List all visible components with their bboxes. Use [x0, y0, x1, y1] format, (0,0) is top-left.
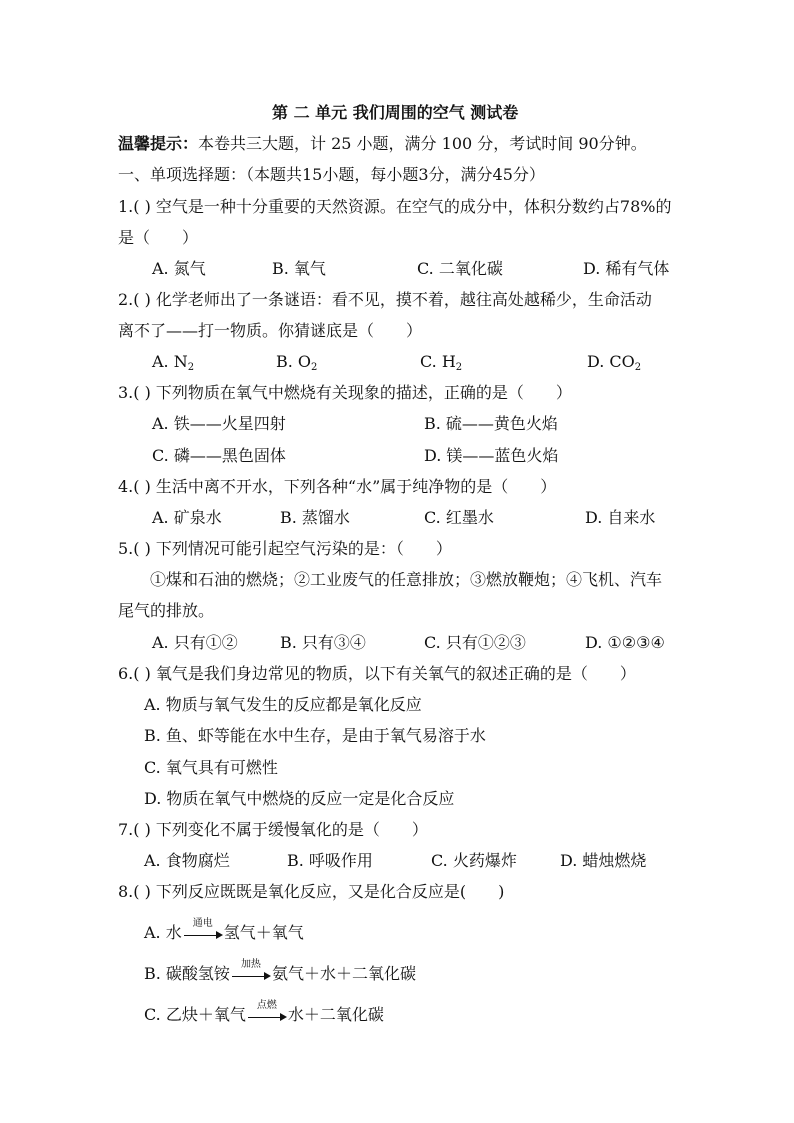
- q2-option-b-subscript: 2: [311, 362, 318, 373]
- q2-option-d[interactable]: [587, 352, 641, 372]
- q4-option-b[interactable]: B. 蒸馏水: [280, 508, 350, 527]
- q8-option-c-product: 水＋二氧化碳: [287, 1005, 384, 1024]
- q2-option-c-subscript: 2: [455, 362, 463, 373]
- q4-option-c[interactable]: C. 红墨水: [424, 508, 494, 527]
- question-8-stem: 8.( ) 下列反应既既是氧化反应，又是化合反应是( ): [118, 882, 505, 901]
- q2-option-c[interactable]: [420, 352, 462, 372]
- q8-option-a-reactant: A. 水: [144, 923, 182, 942]
- q3-option-c[interactable]: C. 磷——黑色固体: [152, 446, 286, 465]
- q5-option-a[interactable]: A. 只有①②: [152, 633, 238, 652]
- q7-option-d[interactable]: D. 蜡烛燃烧: [560, 851, 647, 870]
- question-5-statement-cont: 尾气的排放。: [118, 601, 215, 620]
- q8-option-c-reactant: C. 乙炔＋氧气: [144, 1005, 246, 1024]
- question-6-stem: 6.( ) 氧气是我们身边常见的物质，以下有关氧气的叙述正确的是（ ）: [118, 664, 636, 683]
- reaction-arrow: [182, 918, 224, 943]
- q1-option-c[interactable]: C. 二氧化碳: [417, 259, 503, 278]
- q4-option-a[interactable]: A. 矿泉水: [152, 508, 222, 527]
- q8-option-b[interactable]: [144, 959, 416, 984]
- reaction-arrow: [230, 959, 272, 984]
- question-5-statement: ①煤和石油的燃烧；②工业废气的任意排放；③燃放鞭炮；④飞机、汽车: [150, 570, 663, 589]
- q2-option-d-subscript: 2: [634, 362, 642, 373]
- q6-option-d[interactable]: D. 物质在氧气中燃烧的反应一定是化合反应: [144, 789, 455, 808]
- q8-option-b-product: 氨气＋水＋二氧化碳: [271, 964, 416, 983]
- q2-option-a-formula: A. N: [152, 352, 188, 371]
- tip-line: [118, 134, 647, 154]
- q6-option-c[interactable]: C. 氧气具有可燃性: [144, 758, 278, 777]
- question-3-stem: 3.( ) 下列物质在氧气中燃烧有关现象的描述，正确的是（ ）: [118, 383, 572, 402]
- q6-option-a[interactable]: A. 物质与氧气发生的反应都是氧化反应: [144, 695, 422, 714]
- q1-option-a[interactable]: A. 氮气: [152, 259, 206, 278]
- section-heading: 一、单项选择题：（本题共15小题，每小题3分，满分45分）: [118, 165, 545, 184]
- q6-option-b[interactable]: B. 鱼、虾等能在水中生存，是由于氧气易溶于水: [144, 726, 486, 745]
- q3-option-a[interactable]: A. 铁——火星四射: [152, 414, 286, 433]
- q8-option-b-reactant: B. 碳酸氢铵: [144, 964, 230, 983]
- q8-option-c[interactable]: [144, 1000, 384, 1025]
- tip-text: 本卷共三大题，计 25 小题，满分 100 分，考试时间 90分钟。: [198, 134, 647, 153]
- q2-option-b[interactable]: [276, 352, 317, 372]
- question-2-stem: 2.( ) 化学老师出了一条谜语：看不见，摸不着，越往高处越稀少，生命活动: [118, 290, 652, 309]
- q1-option-d[interactable]: D. 稀有气体: [583, 259, 670, 278]
- q4-option-d[interactable]: D. 自来水: [585, 508, 656, 527]
- question-1-stem: 1.( ) 空气是一种十分重要的天然资源。在空气的成分中，体积分数约占78%的: [118, 197, 672, 216]
- question-7-stem: 7.( ) 下列变化不属于缓慢氧化的是（ ）: [118, 820, 428, 839]
- q2-option-a-subscript: 2: [187, 362, 195, 373]
- q2-option-c-formula: C. H: [420, 352, 456, 371]
- page-title: 第 二 单元 我们周围的空气 测试卷: [272, 103, 519, 122]
- reaction-condition: 点燃: [256, 1000, 277, 1011]
- q2-option-d-formula: D. CO: [587, 352, 635, 371]
- q8-option-a[interactable]: [144, 918, 304, 943]
- q2-option-a[interactable]: [152, 352, 194, 372]
- q1-option-b[interactable]: B. 氧气: [272, 259, 326, 278]
- question-4-stem: 4.( ) 生活中离不开水，下列各种“水”属于纯净物的是（ ）: [118, 477, 557, 496]
- q8-option-a-product: 氢气＋氧气: [223, 923, 304, 942]
- q7-option-a[interactable]: A. 食物腐烂: [144, 851, 230, 870]
- reaction-arrow: [246, 1000, 288, 1025]
- q7-option-b[interactable]: B. 呼吸作用: [287, 851, 373, 870]
- q5-option-c[interactable]: C. 只有①②③: [424, 633, 526, 652]
- tip-label: 温馨提示：: [118, 134, 199, 153]
- question-5-stem: 5.( ) 下列情况可能引起空气污染的是：（ ）: [118, 539, 452, 558]
- q7-option-c[interactable]: C. 火药爆炸: [431, 851, 517, 870]
- reaction-condition: 加热: [240, 959, 261, 970]
- q3-option-d[interactable]: D. 镁——蓝色火焰: [424, 446, 559, 465]
- reaction-condition: 通电: [192, 918, 213, 929]
- question-2-stem-cont: 离不了——打一物质。你猜谜底是（ ）: [118, 321, 423, 340]
- q5-option-d[interactable]: D. ①②③④: [585, 633, 665, 652]
- q3-option-b[interactable]: B. 硫——黄色火焰: [424, 414, 558, 433]
- question-1-stem-cont: 是（ ）: [118, 228, 199, 247]
- q2-option-b-formula: B. O: [276, 352, 312, 371]
- q5-option-b[interactable]: B. 只有③④: [280, 633, 366, 652]
